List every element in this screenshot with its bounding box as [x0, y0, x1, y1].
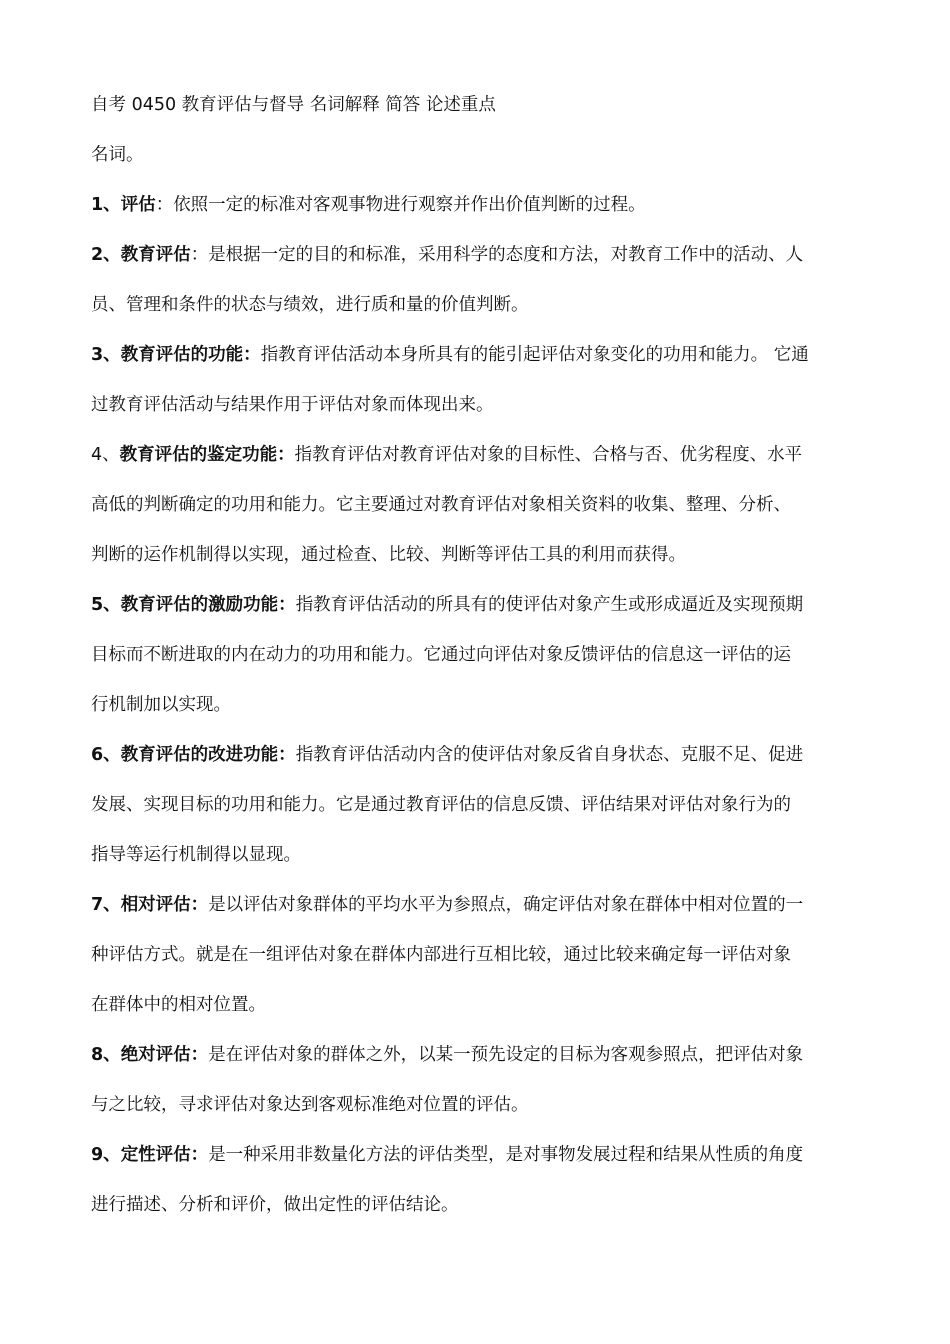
definition-text: 指教育评估对教育评估对象的目标性、合格与否、优劣程度、水平 [294, 445, 803, 465]
definition-continuation: 员、管理和条件的状态与绩效，进行质和量的价值判断。 [91, 295, 529, 315]
definition-separator: ： [155, 195, 174, 215]
definition-first-line [91, 893, 863, 917]
definition-continuation: 高低的判断确定的功用和能力。它主要通过对教育评估对象相关资料的收集、整理、分析、 [91, 495, 791, 515]
definition-text: 指教育评估活动内含的使评估对象反省自身状态、克服不足、促进 [295, 745, 804, 765]
definition-first-line [91, 593, 863, 617]
definition-entry-4 [91, 443, 863, 567]
entry-number: 5、 [91, 595, 121, 615]
definition-entry-6 [91, 743, 863, 867]
document-title: 自考 0450 教育评估与督导 名词解释 简答 论述重点 [91, 95, 496, 115]
definition-continuation: 过教育评估活动与结果作用于评估对象而体现出来。 [91, 395, 494, 415]
definition-first-line [91, 343, 863, 367]
definition-text: 依照一定的标准对客观事物进行观察并作出价值判断的过程。 [173, 195, 646, 215]
definition-term: 教育评估的鉴定功能： [119, 445, 295, 465]
definition-entry-9 [91, 1143, 863, 1217]
definition-first-line [91, 743, 863, 767]
entry-number: 3、 [91, 345, 121, 365]
definition-text: 是根据一定的目的和标准，采用科学的态度和方法，对教育工作中的活动、人 [208, 245, 804, 265]
definition-continuation: 在群体中的相对位置。 [91, 995, 266, 1015]
definition-term: 定性评估： [120, 1145, 209, 1165]
definition-continuation: 指导等运行机制得以显现。 [91, 845, 301, 865]
definition-text: 是一种采用非数量化方法的评估类型，是对事物发展过程和结果从性质的角度 [208, 1145, 804, 1165]
definition-entry-8 [91, 1043, 863, 1117]
definition-term: 教育评估 [120, 245, 191, 265]
definition-entry-1 [91, 193, 863, 217]
definition-term: 教育评估的功能： [120, 345, 261, 365]
definition-term: 绝对评估： [120, 1045, 209, 1065]
definition-term: 相对评估： [120, 895, 209, 915]
definition-continuation: 目标而不断进取的内在动力的功用和能力。它通过向评估对象反馈评估的信息这一评估的运 [91, 645, 791, 665]
entry-number: 2、 [91, 245, 121, 265]
definition-text: 指教育评估活动的所具有的使评估对象产生或形成逼近及实现预期 [295, 595, 804, 615]
definition-entry-3 [91, 343, 863, 417]
entry-number: 7、 [91, 895, 121, 915]
definition-continuation: 进行描述、分析和评价，做出定性的评估结论。 [91, 1195, 459, 1215]
definition-first-line [91, 193, 863, 217]
definition-first-line [91, 1143, 863, 1167]
entry-number: 1、 [91, 195, 121, 215]
definition-separator: ： [190, 245, 209, 265]
definition-entry-5 [91, 593, 863, 717]
entry-number: 6、 [91, 745, 121, 765]
definition-entry-2 [91, 243, 863, 317]
section-label: 名词。 [91, 145, 144, 165]
document-page [91, 93, 863, 1243]
definition-continuation: 与之比较，寻求评估对象达到客观标准绝对位置的评估。 [91, 1095, 529, 1115]
definition-text: 指教育评估活动本身所具有的能引起评估对象变化的功用和能力。 它通 [260, 345, 809, 365]
definition-continuation: 发展、实现目标的功用和能力。它是通过教育评估的信息反馈、评估结果对评估对象行为的 [91, 795, 791, 815]
definition-term: 评估 [120, 195, 156, 215]
entry-number: 4、 [91, 445, 120, 465]
definition-term: 教育评估的改进功能： [120, 745, 296, 765]
definition-first-line [91, 243, 863, 267]
definition-continuation: 行机制加以实现。 [91, 695, 231, 715]
definition-text: 是以评估对象群体的平均水平为参照点，确定评估对象在群体中相对位置的一 [208, 895, 804, 915]
definition-text: 是在评估对象的群体之外，以某一预先设定的目标为客观参照点，把评估对象 [208, 1045, 804, 1065]
definition-continuation: 判断的运作机制得以实现，通过检查、比较、判断等评估工具的利用而获得。 [91, 545, 686, 565]
entry-number: 8、 [91, 1045, 121, 1065]
entry-number: 9、 [91, 1145, 121, 1165]
definition-continuation: 种评估方式。就是在一组评估对象在群体内部进行互相比较，通过比较来确定每一评估对象 [91, 945, 791, 965]
definition-first-line [91, 443, 863, 467]
definition-first-line [91, 1043, 863, 1067]
definition-entry-7 [91, 893, 863, 1017]
definition-term: 教育评估的激励功能： [120, 595, 296, 615]
